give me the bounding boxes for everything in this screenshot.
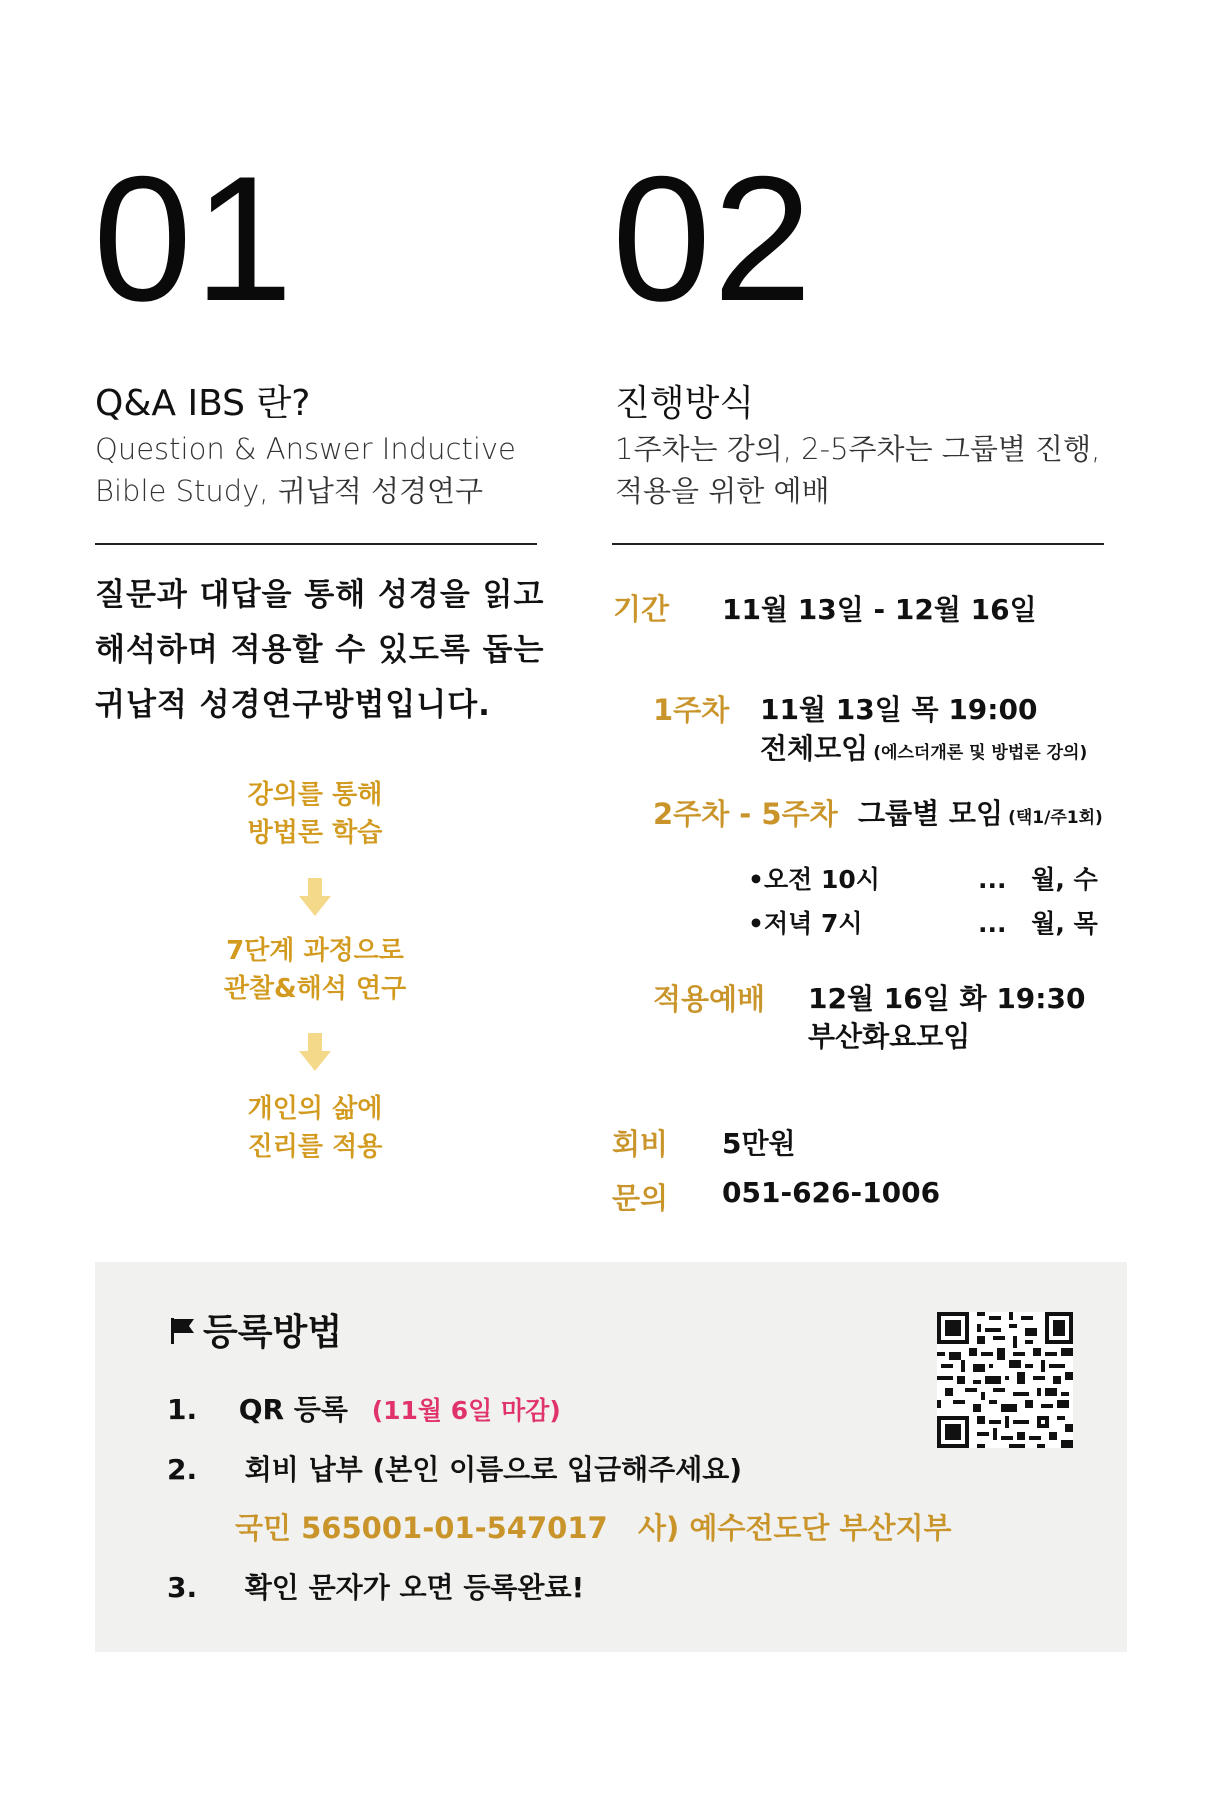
ibs-title: Q&A IBS 란? xyxy=(95,383,311,424)
process-title: 진행방식 xyxy=(615,383,755,424)
reg-item-2-text: 회비 납부 (본인 이름으로 입금해주세요) xyxy=(244,1453,743,1486)
week1-note: (에스더개론 및 방법론 강의) xyxy=(873,743,1088,763)
worship-place: 부산화요모임 xyxy=(808,1020,971,1053)
process-subtitle-line1: 1주차는 강의, 2-5주차는 그룹별 진행, xyxy=(615,432,1101,466)
step-3-line1: 개인의 삶에 xyxy=(247,1094,383,1124)
fee-value: 5만원 xyxy=(722,1127,796,1160)
reg-item-3-num: 3. xyxy=(167,1571,198,1604)
reg-item-1-num: 1. xyxy=(167,1393,198,1426)
reg-item-1-deadline: (11월 6일 마감) xyxy=(371,1396,561,1425)
week25-note: (택1/주1회) xyxy=(1008,808,1103,828)
down-arrow-icon xyxy=(298,878,332,918)
reg-item-2 xyxy=(167,1448,742,1488)
contact-label: 문의 xyxy=(612,1181,669,1215)
reg-item-1-text: QR 등록 xyxy=(238,1393,348,1426)
reg-item-2-num: 2. xyxy=(167,1453,198,1486)
worship-datetime: 12월 16일 화 19:30 xyxy=(808,982,1086,1015)
description-line3: 귀납적 성경연구방법입니다. xyxy=(95,687,491,723)
ibs-subtitle-line1: Question & Answer Inductive xyxy=(95,432,516,466)
bullet-dot: • xyxy=(748,909,764,938)
ibs-subtitle-line2: Bible Study, 귀납적 성경연구 xyxy=(95,474,484,508)
step-3-line2: 진리를 적용 xyxy=(247,1132,383,1162)
bank-account: 국민 565001-01-547017 사) 예수전도단 부산지부 xyxy=(235,1511,952,1545)
registration-title: 등록방법 xyxy=(203,1312,343,1353)
slot-evening-time: 저녁 7시 xyxy=(763,909,863,938)
down-arrow-icon xyxy=(298,1033,332,1073)
process-subtitle xyxy=(615,428,1100,512)
week1-meeting xyxy=(760,727,1087,767)
period-label: 기간 xyxy=(613,592,670,626)
contact-value: 051-626-1006 xyxy=(722,1176,941,1209)
week25-meeting: 그룹별 모임 xyxy=(858,797,1003,830)
ibs-subtitle xyxy=(95,428,516,512)
right-divider xyxy=(612,543,1104,545)
slot-morning xyxy=(748,860,880,896)
slot-morning-time: 오전 10시 xyxy=(763,865,880,894)
slot-morning-dots: ... xyxy=(978,865,1007,894)
reg-item-1 xyxy=(167,1388,561,1428)
step-study xyxy=(185,932,445,1008)
fee-label: 회비 xyxy=(612,1127,669,1161)
reg-item-3 xyxy=(167,1566,584,1606)
slot-evening-daylist: 월, 목 xyxy=(1031,909,1098,938)
slot-evening-days xyxy=(978,904,1098,940)
week1-label: 1주차 xyxy=(653,693,730,727)
flag-icon xyxy=(167,1315,197,1345)
ibs-description xyxy=(95,568,544,733)
week1-meeting-name: 전체모임 xyxy=(760,732,869,765)
period-value: 11월 13일 - 12월 16일 xyxy=(722,593,1037,626)
step-1-line2: 방법론 학습 xyxy=(247,818,383,848)
step-2-line2: 관찰&해석 연구 xyxy=(223,974,407,1004)
slot-evening xyxy=(748,904,863,940)
section-number-01: 01 xyxy=(93,139,295,338)
week1-datetime: 11월 13일 목 19:00 xyxy=(760,693,1038,726)
bullet-dot: • xyxy=(748,865,764,894)
process-subtitle-line2: 적용을 위한 예배 xyxy=(615,474,830,508)
step-lecture xyxy=(185,776,445,852)
registration-panel xyxy=(95,1262,1127,1652)
week25-value xyxy=(858,792,1103,832)
description-line2: 해석하며 적용할 수 있도록 돕는 xyxy=(95,632,545,668)
step-1-line1: 강의를 통해 xyxy=(247,780,383,810)
section-number-02: 02 xyxy=(612,139,814,338)
step-apply xyxy=(185,1090,445,1166)
week25-label: 2주차 - 5주차 xyxy=(653,797,838,831)
step-2-line1: 7단계 과정으로 xyxy=(226,936,404,966)
slot-evening-dots: ... xyxy=(978,909,1007,938)
slot-morning-daylist: 월, 수 xyxy=(1031,865,1098,894)
description-line1: 질문과 대답을 통해 성경을 읽고 xyxy=(95,577,545,613)
left-divider xyxy=(95,543,537,545)
worship-label: 적용예배 xyxy=(653,982,766,1016)
reg-item-3-text: 확인 문자가 오면 등록완료! xyxy=(244,1571,585,1604)
slot-morning-days xyxy=(978,860,1098,896)
qr-code[interactable] xyxy=(937,1312,1073,1448)
registration-heading xyxy=(167,1304,342,1355)
